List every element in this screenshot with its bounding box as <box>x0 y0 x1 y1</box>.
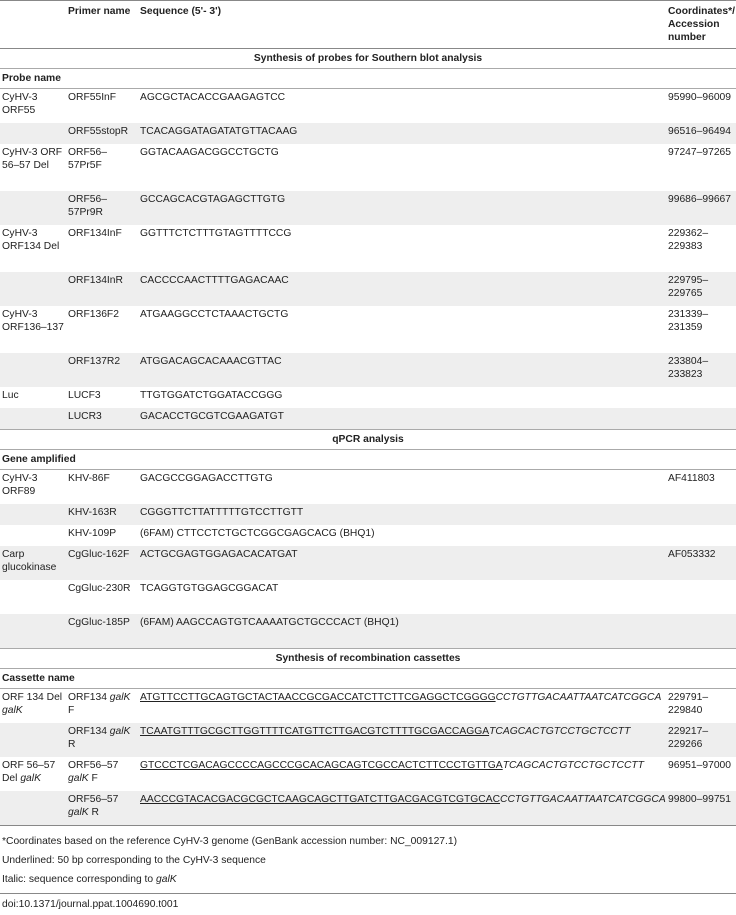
primer-cell: ORF56–57Pr5F <box>68 147 107 171</box>
sequence-cell: TCAGGTGTGGAGCGGACAT <box>140 583 279 594</box>
coord-cell <box>666 525 736 546</box>
subhead-row <box>0 450 736 470</box>
primer-cell: ORF55stopR <box>66 123 138 144</box>
sequence-cell: GGTTTCTCTTTGTAGTTTTCCG <box>140 228 292 239</box>
primer-cell <box>66 723 138 757</box>
group-cell <box>0 580 66 614</box>
group-cell: CyHV-3 ORF89 <box>2 473 38 497</box>
table-row <box>0 504 736 525</box>
subhead-row <box>0 669 736 689</box>
sequence-cell: CACCCCAACTTTTGAGACAAC <box>138 272 666 306</box>
primer-cell: KHV-109P <box>68 528 117 539</box>
sequence-cell: TCACAGGATAGATATGTTACAAG <box>138 123 666 144</box>
coord-cell: AF411803 <box>668 473 715 484</box>
primer-tail: F <box>88 773 98 784</box>
group-cell <box>0 353 66 387</box>
primer-cell <box>66 757 138 791</box>
footnote-coordinates: *Coordinates based on the reference CyHV-3 genome (GenBank accession number: NC_009127.1) <box>2 836 458 847</box>
primer-text: ORF56–57 <box>68 760 119 771</box>
table-row <box>0 723 736 757</box>
sequence-cell: AGCGCTACACCGAAGAGTCC <box>140 92 286 103</box>
subhead-row <box>0 69 736 89</box>
subhead: Gene amplified <box>0 450 736 470</box>
sequence-cell: GGTACAAGACGGCCTGCTG <box>140 147 279 158</box>
table-header-row <box>0 1 736 49</box>
footnote-italic-galk: galK <box>155 874 177 885</box>
sequence-italic: TCAGCACTGTCCTGCTCCTT <box>502 760 644 771</box>
doi-line: doi:10.1371/journal.ppat.1004690.t001 <box>0 893 736 915</box>
table-row <box>0 144 736 191</box>
group-cell: Carp glucokinase <box>0 546 66 580</box>
table-row <box>0 580 736 614</box>
section-title: Synthesis of recombination cassettes <box>0 649 736 669</box>
primer-cell: CgGluc-230R <box>68 583 131 594</box>
sequence-cell: (6FAM) AAGCCAGTGTCAAAATGCTGCCCACT (BHQ1) <box>138 614 666 649</box>
table-row <box>0 306 736 353</box>
sequence-cell: ATGGACAGCACAAACGTTAC <box>138 353 666 387</box>
sequence-cell <box>138 791 666 825</box>
sequence-cell <box>138 723 666 757</box>
coord-cell <box>666 387 736 408</box>
group-cell <box>0 408 66 430</box>
table-row <box>0 89 736 124</box>
sequence-cell: GACGCCGGAGACCTTGTG <box>140 473 273 484</box>
group-cell <box>0 123 66 144</box>
sequence-cell: GCCAGCACGTAGAGCTTGTG <box>138 191 666 225</box>
coord-cell <box>666 614 736 649</box>
sequence-cell: GACACCTGCGTCGAAGATGT <box>138 408 666 430</box>
primer-tail: R <box>68 739 76 750</box>
sequence-italic: CCTGTTGACAATTAATCATCGGCA <box>495 692 662 703</box>
group-cell: CyHV-3 ORF136–137 <box>2 309 64 333</box>
primer-italic: galK <box>109 726 131 737</box>
primer-cell: KHV-86F <box>68 473 110 484</box>
coord-cell: 99686–99667 <box>666 191 736 225</box>
group-text: ORF 56–57 Del <box>2 760 56 784</box>
coord-cell <box>666 504 736 525</box>
footnote-italic-prefix: Italic: sequence corresponding to <box>2 874 156 885</box>
coord-cell: 229217–229266 <box>666 723 736 757</box>
footnote-underlined: Underlined: 50 bp corresponding to the CyHV-3 sequence <box>2 855 266 866</box>
primer-cell <box>66 689 138 724</box>
primer-cell: LUCR3 <box>66 408 138 430</box>
sequence-italic: TCAGCACTGTCCTGCTCCTT <box>489 726 631 737</box>
coord-cell: 229795–229765 <box>666 272 736 306</box>
group-cell <box>0 689 66 724</box>
sequence-underlined: GTCCCTCGACAGCCCCAGCCCGCACAGCAGTCGCCACTCTTCCCTGTTGA <box>140 760 503 771</box>
header-primer-name: Primer name <box>66 1 138 49</box>
coord-cell: 96951–97000 <box>668 760 731 771</box>
sequence-underlined: TCAATGTTTGCGCTTGGTTTTCATGTTCTTGACGTCTTTTGCGACCAGGA <box>140 726 490 737</box>
table-row <box>0 525 736 546</box>
sequence-underlined: ATGTTCCTTGCAGTGCTACTAACCGCGACCATCTTCTTCGAGGCTCGGGG <box>140 692 496 703</box>
table-row <box>0 123 736 144</box>
coord-cell: 97247–97265 <box>668 147 731 158</box>
footnote-italic <box>0 870 736 889</box>
primer-tail: F <box>68 705 75 716</box>
primer-text: ORF56–57 <box>68 794 119 805</box>
group-cell <box>0 614 66 649</box>
table-row <box>0 408 736 430</box>
coord-cell: AF053332 <box>666 546 736 580</box>
coord-cell: 99800–99751 <box>666 791 736 825</box>
primer-italic: galK <box>68 807 89 818</box>
group-cell: CyHV-3 ORF 56–57 Del <box>2 147 63 171</box>
group-italic: galK <box>20 773 41 784</box>
group-cell <box>0 723 66 757</box>
section-title-row <box>0 430 736 450</box>
table-row <box>0 272 736 306</box>
coord-cell <box>666 580 736 614</box>
sequence-cell <box>138 757 666 791</box>
table-row <box>0 387 736 408</box>
group-cell <box>0 191 66 225</box>
group-cell: Luc <box>2 390 19 401</box>
sequence-cell: CGGGTTCTTATTTTTGTCCTTGTT <box>138 504 666 525</box>
header-sequence: Sequence (5'- 3') <box>138 1 666 49</box>
primer-cell: ORF55InF <box>68 92 117 103</box>
header-col1 <box>0 1 66 49</box>
table-row <box>0 757 736 791</box>
group-text: ORF 134 Del <box>2 692 63 703</box>
table-row <box>0 689 736 724</box>
sequence-cell: ATGAAGGCCTCTAAACTGCTG <box>140 309 289 320</box>
table-row <box>0 470 736 505</box>
primer-cell: ORF134InR <box>66 272 138 306</box>
section-title: Synthesis of probes for Southern blot analysis <box>0 49 736 69</box>
primer-cell: ORF137R2 <box>66 353 138 387</box>
primer-cell <box>66 791 138 825</box>
table-row <box>0 614 736 649</box>
primer-italic: galK <box>68 773 89 784</box>
table-row <box>0 225 736 272</box>
primer-cell: CgGluc-162F <box>66 546 138 580</box>
subhead: Cassette name <box>0 669 736 689</box>
sequence-cell: TTGTGGATCTGGATACCGGG <box>140 390 283 401</box>
group-cell: CyHV-3 ORF55 <box>2 92 38 116</box>
coord-cell: 229791–229840 <box>668 692 709 716</box>
header-coordinates: Coordinates*/ Accession number <box>666 1 736 49</box>
group-cell: CyHV-3 ORF134 Del <box>2 228 60 252</box>
primer-tail: R <box>88 807 99 818</box>
group-cell <box>0 504 66 525</box>
coord-cell: 233804–233823 <box>666 353 736 387</box>
table-row <box>0 546 736 580</box>
section-title-row <box>0 649 736 669</box>
group-cell <box>0 525 66 546</box>
group-italic: galK <box>2 705 23 716</box>
primer-text: ORF134 <box>68 692 107 703</box>
group-cell <box>0 757 66 791</box>
sequence-cell: ACTGCGAGTGGAGACACATGAT <box>138 546 666 580</box>
sequence-italic: CCTGTTGACAATTAATCATCGGCA <box>500 794 666 805</box>
group-cell <box>0 791 66 825</box>
coord-cell: 231339–231359 <box>668 309 709 333</box>
primer-cell: ORF134InF <box>68 228 122 239</box>
table-row <box>0 353 736 387</box>
primer-text: ORF134 <box>68 726 107 737</box>
sequence-cell: (6FAM) CTTCCTCTGCTCGGCGAGCACG (BHQ1) <box>140 528 375 539</box>
primer-cell: ORF56–57Pr9R <box>66 191 138 225</box>
section-title: qPCR analysis <box>0 430 736 450</box>
coord-cell: 229362–229383 <box>668 228 709 252</box>
table-footnotes <box>0 825 736 889</box>
primer-cell: ORF136F2 <box>68 309 119 320</box>
table-row <box>0 191 736 225</box>
sequence-underlined: AACCCGTACACGACGCGCTCAAGCAGCTTGATCTTGACGACGTCGTGCAC <box>140 794 501 805</box>
primer-cell: CgGluc-185P <box>66 614 138 649</box>
group-cell <box>0 272 66 306</box>
sequence-cell <box>138 689 666 724</box>
primer-italic: galK <box>109 692 131 703</box>
primer-cell: LUCF3 <box>68 390 101 401</box>
coord-cell <box>666 408 736 430</box>
section-title-row <box>0 49 736 69</box>
primer-cell: KHV-163R <box>66 504 138 525</box>
subhead: Probe name <box>0 69 736 89</box>
coord-cell: 96516–96494 <box>666 123 736 144</box>
coord-cell: 95990–96009 <box>668 92 731 103</box>
table-row <box>0 791 736 825</box>
